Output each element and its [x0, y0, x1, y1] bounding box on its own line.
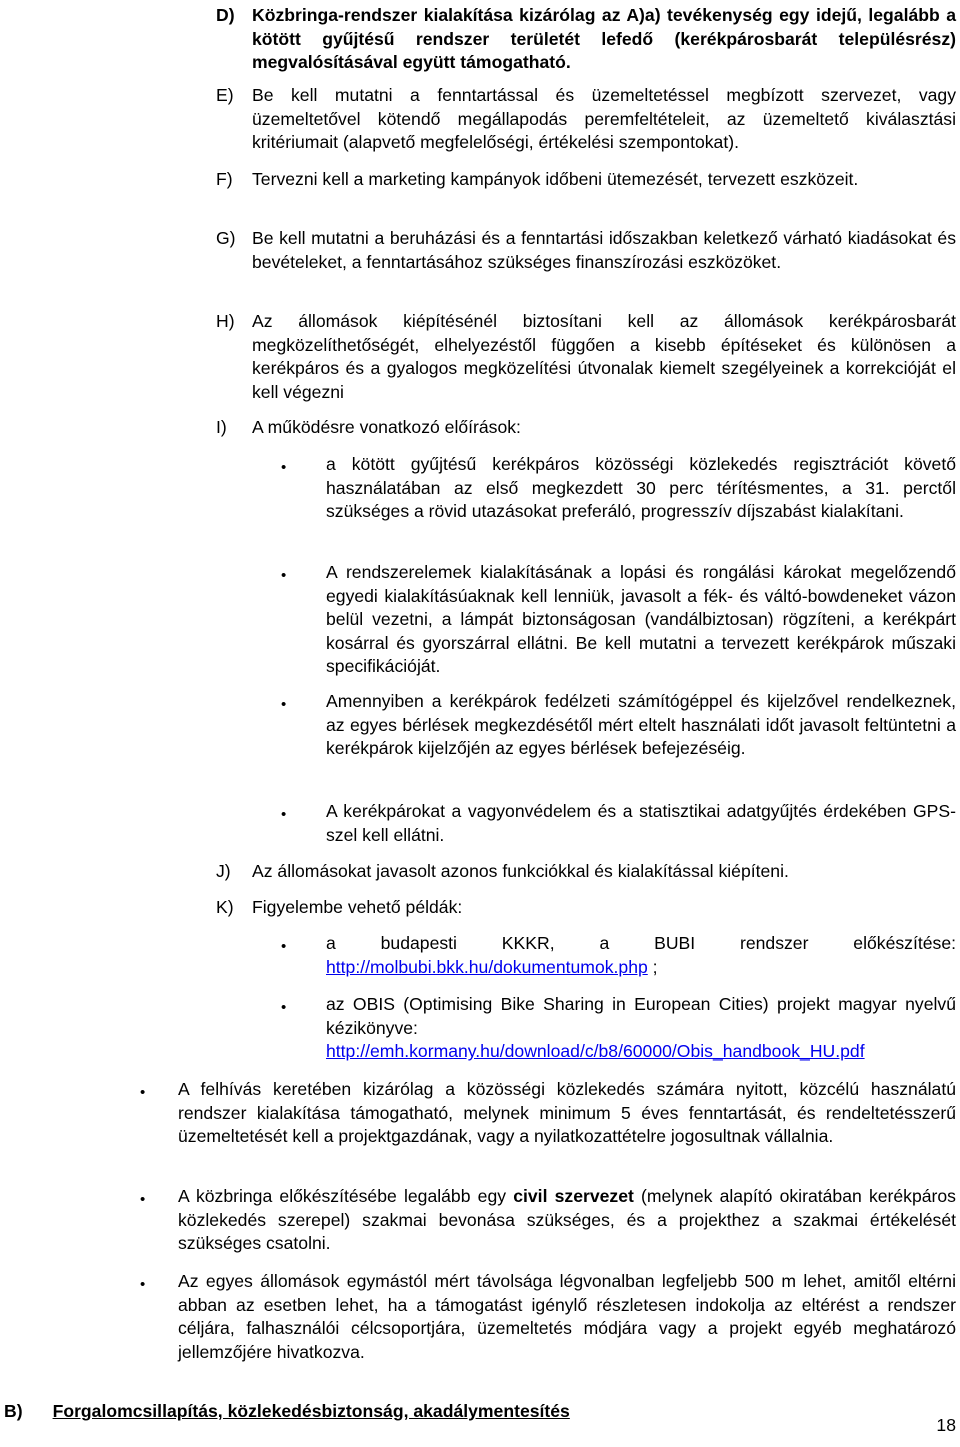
list-item-text: Amennyiben a kerékpárok fedélzeti számítógéppel és kijelzővel rendelkeznek, az egyes bérlések megkezdésétől mért eltelt használati időt javasolt feltüntetni a kerékpárok kijelzőjén az egyes bérlések befejezéséig. [326, 691, 956, 759]
item-label: D) [216, 5, 235, 25]
item-text: Az állomásokat javasolt azonos funkciókkal és kialakítással kiépíteni. [252, 861, 789, 881]
list-item [140, 1185, 956, 1256]
item-e [216, 84, 956, 155]
list-item-text [326, 932, 956, 979]
bullet-icon: • [281, 938, 287, 955]
list-item-text: A kerékpárokat a vagyonvédelem és a statisztikai adatgyűjtés érdekében GPS-szel kell ellátni. [326, 801, 956, 845]
section-heading [4, 1399, 570, 1423]
list-item [281, 690, 956, 761]
bullet-icon: • [140, 1084, 146, 1101]
list-item-text: Az egyes állomások egymástól mért távolsága légvonalban legfeljebb 500 m lehet, amitől eltérni abban az esetben lehet, ha a támogatást igénylő részletesen indokolja az eltérést a rendszer céljára, falhasználói célcsoportjára, üzemeltetés módjára vagy a projekt egyéb meghatározó jellemzőjére hivatkozva. [178, 1271, 956, 1362]
list-item [281, 561, 956, 679]
item-label: G) [216, 228, 236, 248]
example-suffix: ; [647, 956, 658, 977]
item-label: H) [216, 311, 235, 331]
item-label: J) [216, 861, 231, 881]
item-text: Tervezni kell a marketing kampányok időbeni ütemezését, tervezett eszközeit. [252, 169, 859, 189]
list-item [281, 800, 956, 847]
item-k [216, 896, 956, 920]
bullet-icon: • [281, 567, 287, 584]
item-text: Be kell mutatni a beruházási és a fenntartási időszakban keletkező várható kiadásokat és bevételeket, a fenntartásához szükséges finanszírozási eszközöket. [252, 228, 956, 272]
item-i [216, 416, 956, 440]
bullet-icon: • [281, 696, 287, 713]
text-part: (melynek alapító okiratában kerékpáros közlekedés szerepel) szakmai bevonása szükséges, és a projekthez a szakmai értékelését szükséges csatolni. [178, 1186, 956, 1254]
example-text: a budapesti KKKR, a BUBI rendszer előkészítése: [326, 933, 956, 953]
bullet-icon: • [140, 1191, 146, 1208]
bullet-icon: • [281, 459, 287, 476]
page-number: 18 [936, 1415, 956, 1435]
list-item-text [326, 993, 956, 1064]
list-item [281, 932, 956, 979]
item-h [216, 310, 956, 404]
item-label: K) [216, 897, 234, 917]
item-label: E) [216, 85, 234, 105]
item-text: A működésre vonatkozó előírások: [252, 417, 521, 437]
bullet-icon: • [140, 1276, 146, 1293]
example-text: az OBIS (Optimising Bike Sharing in European Cities) projekt magyar nyelvű kézikönyve: [326, 994, 956, 1038]
item-label: F) [216, 169, 233, 189]
item-f [216, 168, 956, 192]
list-item-text [178, 1185, 956, 1256]
bold-term: civil szervezet [513, 1186, 634, 1206]
list-item-text: a kötött gyűjtésű kerékpáros közösségi közlekedés regisztrációt követő használatában az első megkezdett 30 perc térítésmentes, a 31. perctől szükséges a rövid utazásokat preferáló, progresszív díjszabást kialakítani. [326, 454, 956, 522]
bullet-icon: • [281, 806, 287, 823]
list-item [140, 1078, 956, 1149]
item-g [216, 227, 956, 274]
text-part: A közbringa előkészítésébe legalább egy [178, 1186, 514, 1206]
bullet-icon: • [281, 999, 287, 1016]
list-item [140, 1270, 956, 1364]
section-label: B) [4, 1401, 23, 1421]
item-label: I) [216, 417, 227, 437]
item-j [216, 860, 956, 884]
list-item-text: A rendszerelemek kialakításának a lopási és rongálási károkat megelőzendő egyedi kialakításúaknak kell lenniük, javasolt a fék- és váltó-bowdeneket vázon belül vezetni, a lámpát biztonságosan (vandálbiztosan) rögzíteni, a kerékpárt kosárral és gyorszárral ellátni. Be kell mutatni a tervezett kerékpárok műszaki specifikációját. [326, 562, 956, 677]
example-link[interactable]: http://emh.kormany.hu/download/c/b8/60000/Obis_handbook_HU.pdf [326, 1041, 865, 1062]
item-text: Be kell mutatni a fenntartással és üzemeltetéssel megbízott szervezet, vagy üzemeltetővel kötendő megállapodás peremfeltételeit, az üzemeltető kiválasztási kritériumait (alapvető megfelelőségi, értékelési szempontokat). [252, 85, 956, 153]
item-d [216, 4, 956, 75]
item-text: Az állomások kiépítésénél biztosítani kell az állomások kerékpárosbarát megközelíthetőségét, elhelyezéstől függően a kisebb építéseket és különösen a kerékpáros és a gyalogos megközelítési útvonalak kiemelt szegélyeinek a korrekcióját el kell végezni [252, 311, 956, 402]
item-text: Közbringa-rendszer kialakítása kizárólag az A)a) tevékenység egy idejű, legalább a kötött gyűjtésű rendszer területét lefedő (kerékpárosbarát településrész) megvalósításával együtt támogatható. [252, 5, 956, 73]
section-title: Forgalomcsillapítás, közlekedésbiztonság, akadálymentesítés [52, 1401, 570, 1421]
item-text: Figyelembe vehető példák: [252, 897, 463, 917]
list-item [281, 453, 956, 524]
example-link[interactable]: http://molbubi.bkk.hu/dokumentumok.php [326, 956, 648, 977]
list-item-text: A felhívás keretében kizárólag a közösségi közlekedés számára nyitott, közcélú használatú rendszer kialakítása támogatható, melynek minimum 5 éves fenntartását, és rendeltetésszerű üzemeltetését kell a projektgazdának, vagy a nyilatkozattételre jogosultnak vállalnia. [178, 1079, 956, 1147]
list-item [281, 993, 956, 1064]
